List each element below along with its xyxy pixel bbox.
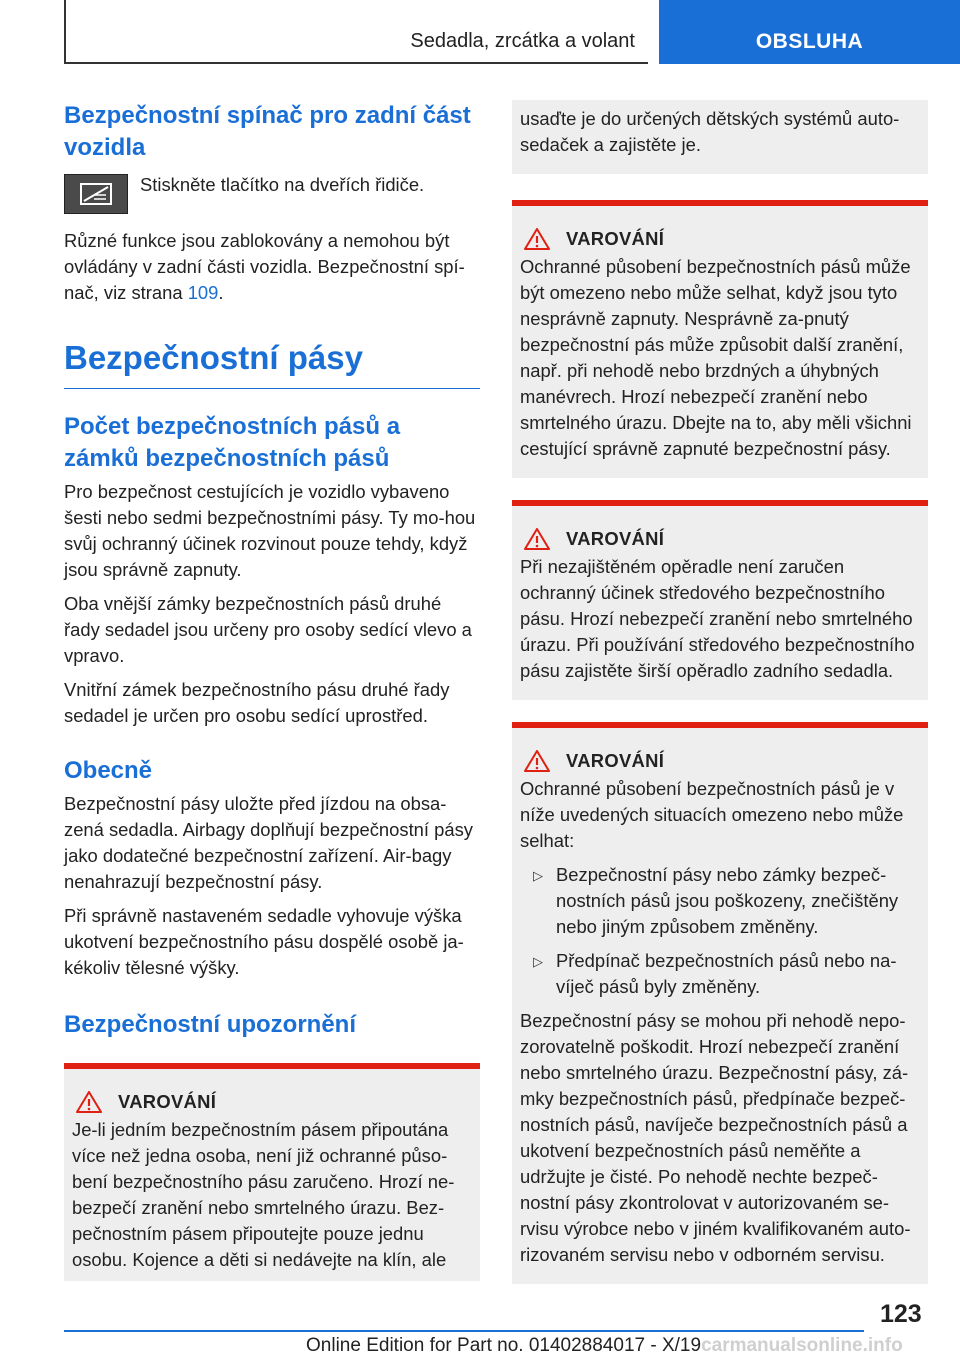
warning-text-2: Ochranné působení bezpečnostních pásů může být omezeno nebo může selhat, když jsou tyto nesprávně zapnuty. Nesprávně za‐pnutý bezpečnostní pás může způsobit další zranění, např. při nehodě nebo brzdných a úhybných manévrech. Hrozí nebezpečí zranění nebo smrtelného úrazu. Dbejte na to, aby měli všichni cestující správně zapnuté bezpečnostní pásy. (520, 256, 912, 459)
heading-belt-count: Počet bezpečnostních pásů a zámků bezpečnostních pásů (64, 413, 401, 472)
warning-text-4: Bezpečnostní pásy se mohou při nehodě nepo‐zorovatelně poškodit. Hrozí nebezpečí zranění nebo smrtelného úrazu. Bezpečnostní pásy, zá‐mky bezpečnostních pásů, předpínače bezpeč‐nostních pásů, navíječe bezpečnostních pásů a ukotvení bezpečnostních pásů neměňte a udržujte je čisté. Po nehodě nechte bezpeč‐nostní pásy zkontrolovat v autorizovaném se‐rvisu výrobce nebo v jiném kvalifikovaném auto‐rizovaném servisu nebo v odborném servisu. (520, 1010, 911, 1265)
rear-switch-paragraph (64, 228, 480, 306)
switch-instruction-text: Stiskněte tlačítko na dveřích řidiče. (140, 174, 425, 195)
warning-box-4 (512, 722, 928, 1284)
page-number: 123 (880, 1300, 922, 1328)
warning-intro-4: Ochranné působení bezpečnostních pásů je v níže uvedených situacích omezeno nebo může selhat: (520, 778, 904, 851)
page-reference-link[interactable]: 109 (187, 282, 219, 303)
heading-seatbelts: Bezpečnostní pásy (64, 338, 480, 389)
warning-text-1-continued: usaďte je do určených dětských systémů auto‐sedaček a zajistěte je. (520, 108, 900, 155)
warning-label-2: VAROVÁNÍ (566, 228, 665, 249)
footer-edition: Online Edition for Part no. 01402884017 - X/19 (306, 1335, 702, 1356)
warning-triangle-icon (524, 228, 550, 250)
general-paragraph-2: Při správně nastaveném sedadle vyhovuje výška ukotvení bezpečnostního pásu dospělé osobě ja‐kékoliv tělesné výšky. (64, 905, 464, 978)
rear-switch-text: Různé funkce jsou zablokovány a nemohou být ovládány v zadní části vozidla. Bezpečnostní spí‐nač, viz strana (64, 230, 465, 303)
footer-rule (64, 1330, 864, 1332)
triangle-right-icon: ▷ (533, 954, 543, 969)
heading-rear-safety-switch: Bezpečnostní spínač pro zadní část vozidla (64, 102, 471, 161)
warning-label-1: VAROVÁNÍ (118, 1091, 217, 1112)
list-item (520, 862, 920, 940)
warning-box-1-continued (512, 100, 928, 174)
header-chapter-tab (659, 0, 960, 64)
warning-label-3: VAROVÁNÍ (566, 528, 665, 549)
triangle-right-icon: ▷ (533, 868, 543, 883)
footer-edition-line (306, 1335, 903, 1357)
belt-count-paragraph-2: Oba vnější zámky bezpečnostních pásů druhé řady sedadel jsou určeny pro osoby sedící vlevo a vpravo. (64, 593, 472, 666)
warning-bullet-list (520, 862, 920, 1000)
bullet-text: Předpínač bezpečnostních pásů nebo na‐víječ pásů byly změněny. (556, 950, 897, 997)
warning-text-1: Je-li jedním bezpečnostním pásem připoutána více než jedna osoba, není již ochranné půso‐bení bezpečnostního pásu zaručeno. Hrozí ne‐bezpečí zranění nebo smrtelného úrazu. Bez‐pečnostním pásem připoutejte pouze jednu osobu. Kojence a děti si nedávejte na klín, ale (72, 1119, 455, 1270)
warning-box-1 (64, 1063, 480, 1281)
warning-triangle-icon (524, 528, 550, 550)
warning-title-1 (72, 1091, 472, 1113)
warning-label-4: VAROVÁNÍ (566, 750, 665, 771)
header-rule-horizontal (64, 62, 648, 64)
warning-title-2 (520, 228, 920, 250)
warning-box-3 (512, 500, 928, 700)
left-column (64, 100, 480, 1303)
belt-count-paragraph-3: Vnitřní zámek bezpečnostního pásu druhé řady sedadel je určen pro osobu sedící uprostřed. (64, 679, 450, 726)
general-paragraph-1: Bezpečnostní pásy uložte před jízdou na obsa‐zená sedadla. Airbagy doplňují bezpečnostní pásy jako dodatečné bezpečnostní zařízení. Air‐bagy nenahrazují bezpečnostní pásy. (64, 793, 473, 892)
right-column (512, 100, 928, 1306)
switch-instruction (64, 174, 480, 214)
header-section-title: Sedadla, zrcátka a volant (410, 30, 635, 52)
warning-box-2 (512, 200, 928, 478)
warning-text-3: Při nezajištěném opěradle není zaručen ochranný účinek středového bezpečnostního pásu. Hrozí nebezpečí zranění nebo smrtelného úrazu. Při používání středového bezpečnostního pásu zajistěte širší opěradlo zadního sedadla. (520, 556, 915, 681)
warning-triangle-icon (524, 750, 550, 772)
bullet-text: Bezpečnostní pásy nebo zámky bezpeč‐nostních pásů jsou poškozeny, znečištěny nebo jiným způsobem změněny. (556, 864, 899, 937)
header-chapter-label: OBSLUHA (755, 30, 864, 53)
warning-title-3 (520, 528, 920, 550)
header-rule-vertical (64, 0, 66, 64)
footer-watermark: carmanualsonline.info (701, 1335, 903, 1356)
belt-count-paragraph-1: Pro bezpečnost cestujících je vozidlo vybaveno šesti nebo sedmi bezpečnostními pásy. Ty mo‐hou svůj ochranný účinek rozvinout pouze tehdy, když jsou správně zapnuty. (64, 481, 476, 580)
heading-general: Obecně (64, 757, 153, 784)
heading-safety-notes: Bezpečnostní upozornění (64, 1011, 357, 1038)
warning-triangle-icon (76, 1091, 102, 1113)
warning-title-4 (520, 750, 920, 772)
child-lock-window-icon (64, 174, 128, 214)
list-item (520, 948, 920, 1000)
rear-switch-text-end: . (218, 282, 224, 303)
